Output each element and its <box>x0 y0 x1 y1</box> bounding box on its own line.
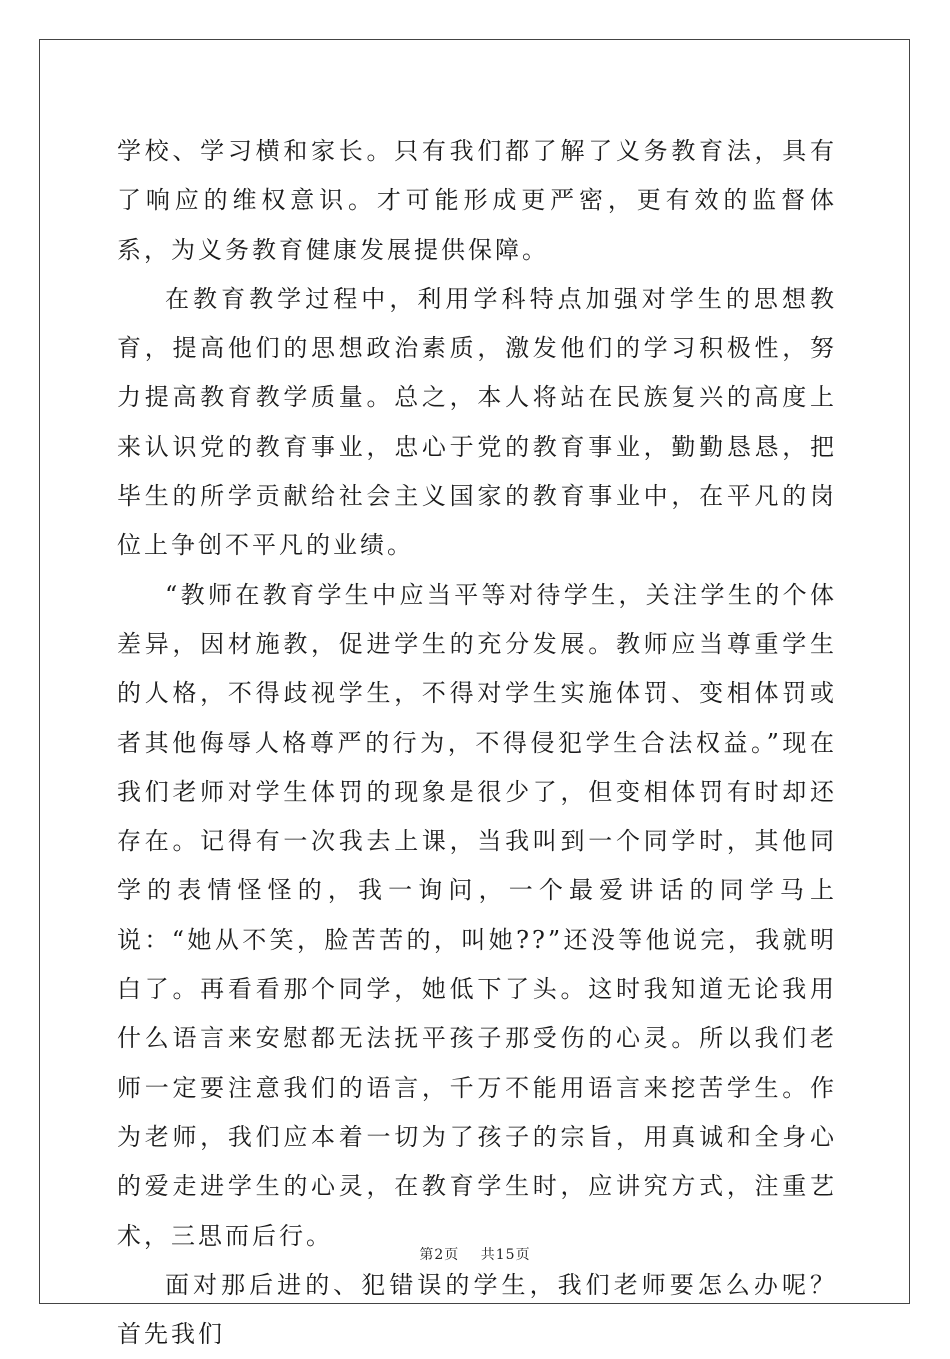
page-number: 第2页 <box>419 1247 460 1263</box>
page-total: 共15页 <box>480 1247 531 1263</box>
paragraph-underperforming-students: 面对那后进的、犯错误的学生，我们老师要怎么办呢？首先我们 <box>117 1270 837 1349</box>
paragraph-teaching: 在教育教学过程中，利用学科特点加强对学生的思想教育，提高他们的思想政治素质，激发他们的学习积极性，努力提高教育教学质量。总之，本人将站在民族复兴的高度上来认识党的教育事业，忠心于党的教育事业，勤勤恳恳，把毕生的所学贡献给社会主义国家的教育事业中，在平凡的岗位上争创不平凡的业绩。 <box>117 284 837 560</box>
paragraph-equal-treatment: “教师在教育学生中应当平等对待学生，关注学生的个体差异，因材施教，促进学生的充分发展。教师应当尊重学生的人格，不得歧视学生，不得对学生实施体罚、变相体罚或者其他侮辱人格尊严的行为，不得侵犯学生合法权益。”现在我们老师对学生体罚的现象是很少了，但变相体罚有时却还存在。记得有一次我去上课，当我叫到一个同学时，其他同学的表情怪怪的，我一询问，一个最爱讲话的同学马上说：“她从不笑，脸苦苦的，叫她??”还没等他说完，我就明白了。再看看那个同学，她低下了头。这时我知道无论我用什么语言来安慰都无法抚平孩子那受伤的心灵。所以我们老师一定要注意我们的语言，千万不能用语言来挖苦学生。作为老师，我们应本着一切为了孩子的宗旨，用真诚和全身心的爱走进学生的心灵，在教育学生时，应讲究方式，注重艺术，三思而后行。 <box>117 580 837 1250</box>
page-footer <box>0 1244 950 1264</box>
document-body <box>117 127 837 1359</box>
paragraph-continuation: 学校、学习横和家长。只有我们都了解了义务教育法，具有了响应的维权意识。才可能形成更严密，更有效的监督体系，为义务教育健康发展提供保障。 <box>117 137 837 264</box>
